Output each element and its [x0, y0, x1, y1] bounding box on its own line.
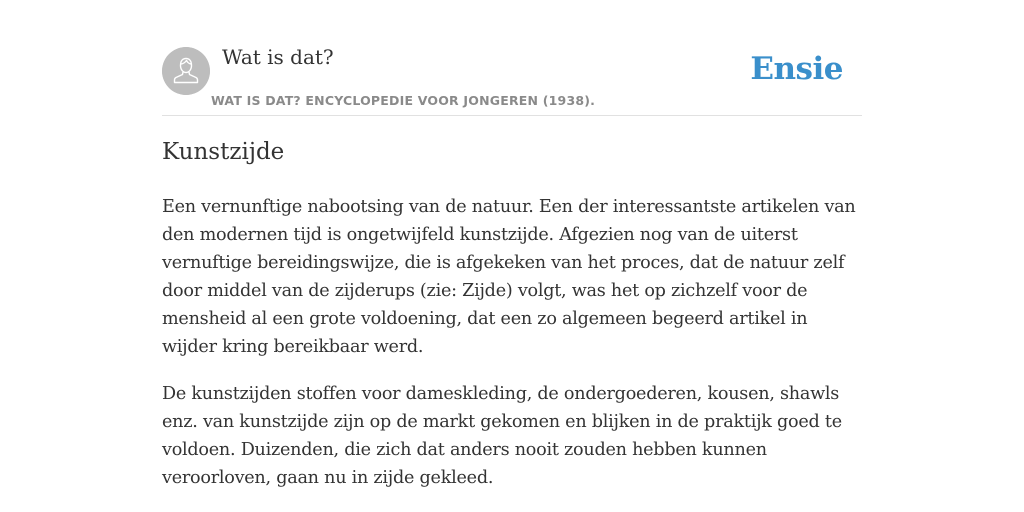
entry-body [162, 193, 862, 511]
ensie-logo[interactable]: Ensie [750, 51, 843, 87]
user-silhouette-icon [162, 47, 210, 95]
entry-paragraph: De kunstzijden stoffen voor dameskleding, de ondergoederen, kousen, shawls enz. van kunstzijde zijn op de markt gekomen en blijken in de praktijk goed te voldoen. Duizenden, die zich dat anders nooit zouden hebben kunnen veroorloven, gaan nu in zijde gekleed. [162, 384, 842, 488]
content-container [162, 0, 862, 488]
entry-title: Kunstzijde [162, 139, 285, 165]
source-avatar[interactable] [162, 47, 210, 95]
source-subtitle-link[interactable]: WAT IS DAT? ENCYCLOPEDIE VOOR JONGEREN (1938). [211, 93, 596, 108]
source-header [162, 0, 862, 116]
source-title-link[interactable]: Wat is dat? [222, 45, 334, 69]
entry-paragraph: Een vernunftige nabootsing van de natuur. Een der interessantste artikelen van den modernen tijd is ongetwijfeld kunstzijde. Afgezien nog van de uiterst vernuftige bereidingswijze, die is afgekeken van het proces, dat de natuur zelf door middel van de zijderups (zie: Zijde) volgt, was het op zichzelf voor de mensheid al een grote voldoening, dat een zo algemeen begeerd artikel in wijder kring bereikbaar werd. [162, 197, 856, 357]
